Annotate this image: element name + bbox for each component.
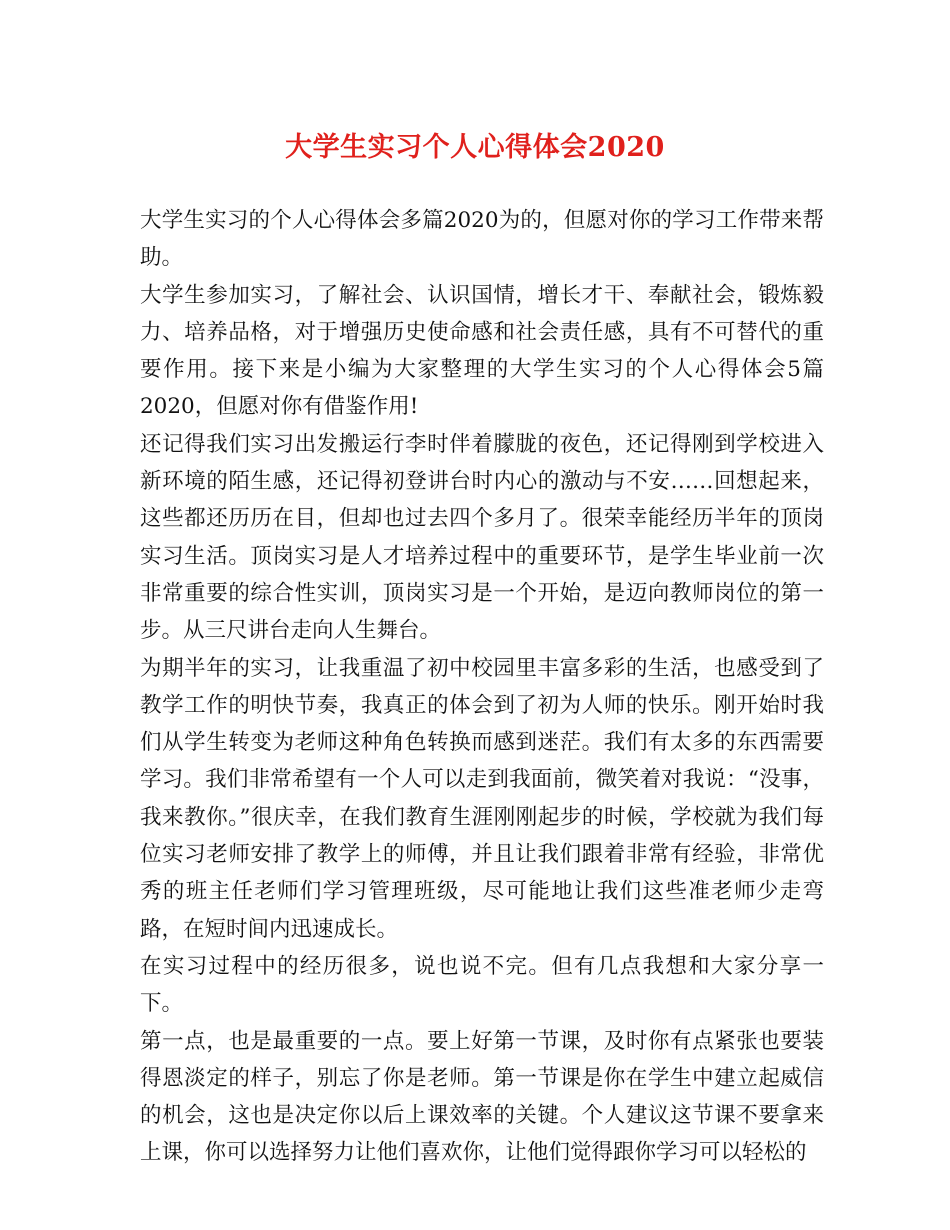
paragraph: 大学生参加实习，了解社会、认识国情，增长才干、奉献社会，锻炼毅力、培养品格，对于增强历史使命感和社会责任感，具有不可替代的重要作用。接下来是小编为大家整理的大学生实习的个人心得体会5篇2020，但愿对你有借鉴作用! <box>140 282 824 420</box>
paragraph: 为期半年的实习，让我重温了初中校园里丰富多彩的生活，也感受到了教学工作的明快节奏，我真正的体会到了初为人师的快乐。刚开始时我们从学生转变为老师这种角色转换而感到迷茫。我们有太多的东西需要学习。我们非常希望有一个人可以走到我面前，微笑着对我说：“没事，我来教你。”很庆幸，在我们教育生涯刚刚起步的时候，学校就为我们每位实习老师安排了教学上的师傅，并且让我们跟着非常有经验，非常优秀的班主任老师们学习管理班级，尽可能地让我们这些准老师少走弯路，在短时间内迅速成长。 <box>140 655 824 942</box>
paragraph: 第一点，也是最重要的一点。要上好第一节课，及时你有点紧张也要装得恩淡定的样子，别忘了你是老师。第一节课是你在学生中建立起威信的机会，这也是决定你以后上课效率的关键。个人建议这节课不要拿来上课，你可以选择努力让他们喜欢你，让他们觉得跟你学习可以轻松的 <box>140 1028 824 1166</box>
document-body <box>140 202 824 1172</box>
paragraph: 在实习过程中的经历很多，说也说不完。但有几点我想和大家分享一下。 <box>140 953 824 1017</box>
document-title: 大学生实习个人心得体会2020 <box>285 132 665 163</box>
paragraph: 大学生实习的个人心得体会多篇2020为的，但愿对你的学习工作带来帮助。 <box>140 208 824 271</box>
paragraph: 还记得我们实习出发搬运行李时伴着朦胧的夜色，还记得刚到学校进入新环境的陌生感，还记得初登讲台时内心的激动与不安……回想起来，这些都还历历在目，但却也过去四个多月了。很荣幸能经历半年的顶岗实习生活。顶岗实习是人才培养过程中的重要环节，是学生毕业前一次非常重要的综合性实训，顶岗实习是一个开始，是迈向教师岗位的第一步。从三尺讲台走向人生舞台。 <box>140 431 824 644</box>
